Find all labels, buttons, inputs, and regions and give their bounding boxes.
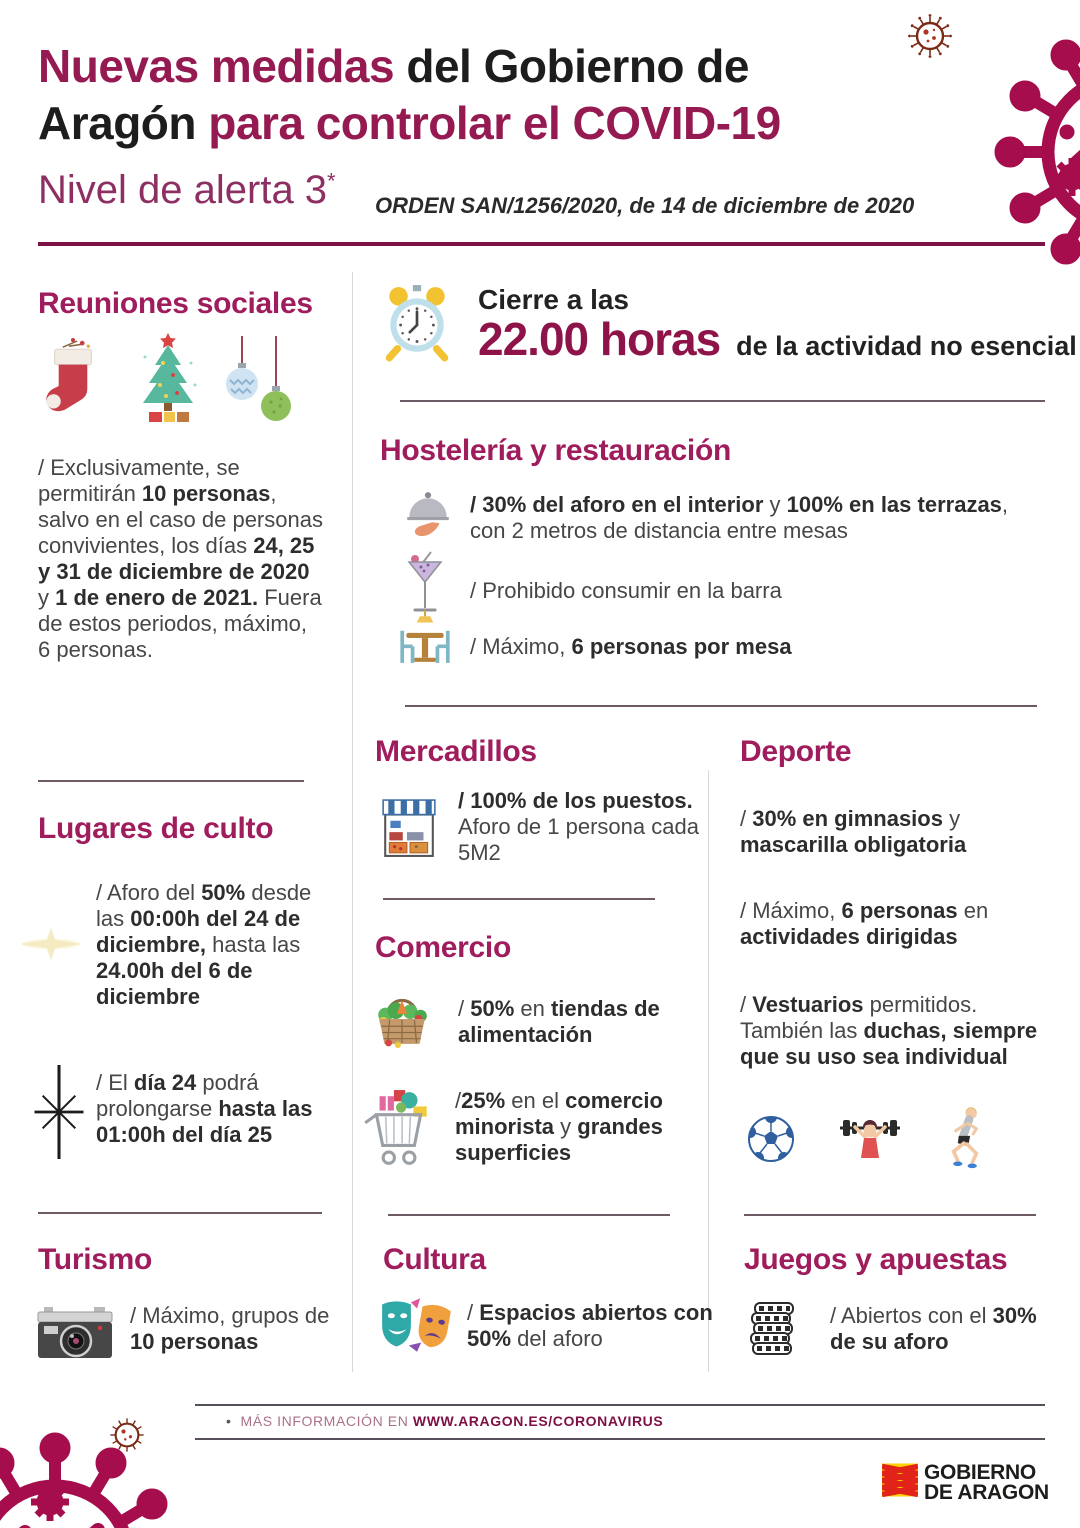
mercadillos-text: / 100% de los puestos. Aforo de 1 persona cada 5M2	[458, 788, 699, 865]
market-stall-icon	[382, 798, 436, 863]
christmas-stocking-icon	[42, 337, 104, 436]
divider-mid-row	[405, 705, 1037, 707]
section-title-juegos: Juegos y apuestas	[744, 1243, 1008, 1276]
divider-turismo	[38, 1212, 322, 1214]
coronavirus-outline-icon	[906, 12, 954, 65]
section-title-deporte: Deporte	[740, 735, 852, 768]
theater-masks-icon	[378, 1298, 452, 1357]
logo-line2: DE ARAGON	[924, 1481, 1049, 1504]
closure-prefix: Cierre a las	[478, 284, 629, 315]
header-rule	[38, 242, 1045, 246]
culto-item1: / Aforo del 50% desde las 00:00h del 24 de diciembre, hasta las 24.00h del 6 de diciembre	[96, 880, 312, 1009]
order-reference: ORDEN SAN/1256/2020, de 14 de diciembre de 2020	[375, 193, 915, 218]
section-title-hosteleria: Hostelería y restauración	[380, 434, 731, 467]
divider-cultura	[388, 1214, 670, 1216]
reuniones-text: / Exclusivamente, se permitirán 10 personas, salvo en el caso de personas convivientes, los días 24, 25 y 31 de diciembre de 2020 y 1 de enero de 2021. Fuera de estos periodos, máximo, 6 personas.	[38, 455, 323, 662]
section-title-cultura: Cultura	[383, 1243, 486, 1276]
divider-culto	[38, 780, 304, 782]
runner-icon	[942, 1106, 988, 1175]
footer-rule-top	[195, 1404, 1045, 1406]
camera-icon	[36, 1304, 114, 1365]
section-title-comercio: Comercio	[375, 931, 511, 964]
closure-time-row	[478, 312, 1077, 366]
closure-time: 22.00 horas	[478, 313, 721, 365]
hosteleria-item2: / Prohibido consumir en la barra	[470, 578, 782, 603]
page-title: Nuevas medidas del Gobierno de Aragón para controlar el COVID-19	[38, 40, 781, 149]
coronavirus-icon-footer	[0, 1420, 225, 1528]
logo-line1: GOBIERNO	[924, 1461, 1036, 1484]
alert-level: Nivel de alerta 3*	[38, 168, 336, 212]
footer-info: • MÁS INFORMACIÓN EN WWW.ARAGON.ES/CORONAVIRUS	[226, 1413, 664, 1429]
section-title-reuniones: Reuniones sociales	[38, 287, 313, 320]
footer-url: WWW.ARAGON.ES/CORONAVIRUS	[412, 1413, 664, 1429]
hosteleria-item3: / Máximo, 6 personas por mesa	[470, 634, 792, 659]
juegos-text: / Abiertos con el 30% de su aforo	[830, 1303, 1037, 1354]
sparkle-star-icon	[20, 925, 82, 968]
weightlifter-icon	[838, 1112, 902, 1173]
culto-item2: / El día 24 podrá prolongarse hasta las 01:00h del día 25	[96, 1070, 313, 1147]
column-divider-right	[708, 770, 709, 1372]
section-title-mercadillos: Mercadillos	[375, 735, 537, 768]
divider-juegos	[744, 1214, 1036, 1216]
divider-hosteleria	[400, 400, 1045, 402]
divider-comercio	[383, 898, 655, 900]
cultura-text: / Espacios abiertos con 50% del aforo	[467, 1300, 713, 1351]
gobierno-aragon-logo	[924, 1463, 1049, 1503]
comercio-item2: /25% en el comercio minorista y grandes superficies	[455, 1088, 663, 1165]
closure-suffix: de la actividad no esencial	[736, 331, 1077, 361]
grocery-basket-icon	[373, 988, 431, 1053]
deporte-item1: / 30% en gimnasios y mascarilla obligatoria	[740, 806, 967, 857]
ornaments-icon	[224, 334, 294, 433]
aragon-flag-emblem	[882, 1463, 918, 1502]
footer-rule-bottom	[195, 1438, 1045, 1440]
coronavirus-icon	[952, 12, 1080, 297]
comercio-item1: / 50% en tiendas de alimentación	[458, 996, 660, 1047]
column-divider-left	[352, 272, 353, 1372]
serving-cloche-icon	[404, 490, 452, 549]
deporte-item2: / Máximo, 6 personas en actividades dirigidas	[740, 898, 989, 949]
section-title-culto: Lugares de culto	[38, 812, 274, 845]
alarm-clock-icon	[384, 283, 450, 368]
deporte-item3: / Vestuarios permitidos. También las duchas, siempre que su uso sea individual	[740, 992, 1038, 1069]
hosteleria-item1: / 30% del aforo en el interior y 100% en las terrazas, con 2 metros de distancia entre mesas	[470, 492, 1009, 543]
shopping-cart-icon	[363, 1088, 431, 1175]
turismo-text: / Máximo, grupos de 10 personas	[130, 1303, 330, 1354]
christmas-tree-icon	[133, 332, 203, 434]
soccer-ball-icon	[747, 1115, 795, 1168]
table-chairs-icon	[396, 608, 454, 671]
section-title-turismo: Turismo	[38, 1243, 153, 1276]
bethlehem-star-icon	[30, 1063, 88, 1166]
poker-chips-icon	[748, 1298, 796, 1363]
